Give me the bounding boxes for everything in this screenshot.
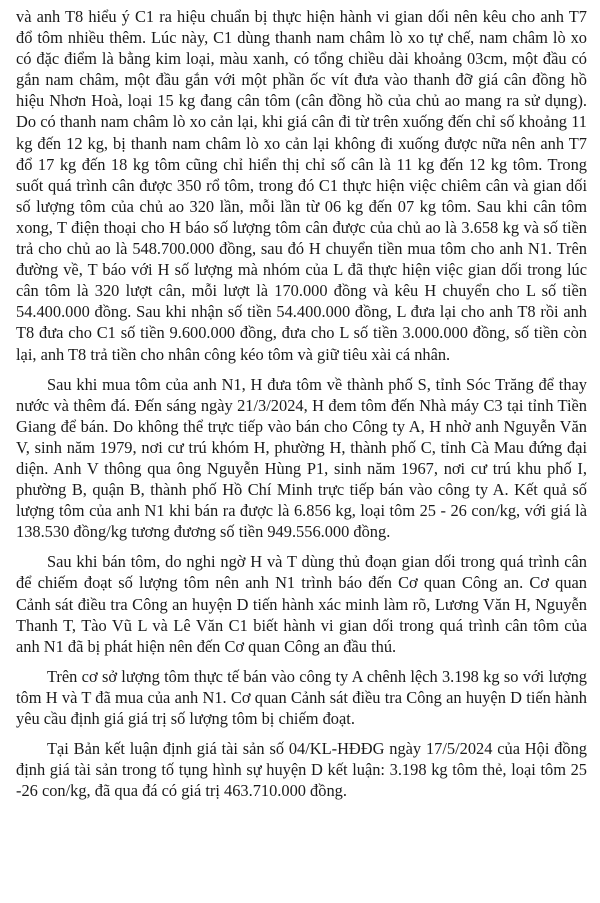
paragraph-scale-fraud: và anh T8 hiểu ý C1 ra hiệu chuẩn bị thực hiện hành vi gian dối nên kêu cho anh T7 đổ tôm nhiều thêm. Lúc này, C1 dùng thanh nam châm lò xo tự chế, nam châm lò xo có đặc điểm là bằng kim loại, màu xanh, có tổng chiều dài khoảng 03cm, một đầu có gắn nam châm, một đầu gắn với một phần ốc vít đưa vào thanh đỡ giá cân đồng hồ hiệu Nhơn Hoà, loại 15 kg đang cân tôm (cân đồng hồ của chủ ao mang ra sử dụng). Do có thanh nam châm lò xo cản lại, khi giá cân đi từ trên xuống đến chỉ số khoảng 11 kg đến 12 kg, bị thanh nam châm lò xo cản lại không đi xuống được nữa nên anh T7 đổ 17 kg đến 18 kg tôm cũng chỉ hiển thị chỉ số cân là 11 kg đến 12 kg tôm. Trong suốt quá trình cân được 350 rổ tôm, trong đó C1 thực hiện việc chiêm cân và gian dối số lượng tôm của chủ ao 320 lần, mỗi lần từ 06 kg đến 07 kg tôm. Sau khi cân tôm xong, T điện thoại cho H báo số lượng tôm cân được của chủ ao là 3.658 kg và số tiền trả cho chủ ao là 548.700.000 đồng, sau đó H chuyển tiền mua tôm cho anh N1. Trên đường về, T báo với H số lượng mà nhóm của L đã thực hiện việc gian dối trong lúc cân tôm là 320 lượt cân, mỗi lượt là 170.000 đồng và kêu H chuyển cho L số tiền 54.400.000 đồng. Sau khi nhận số tiền 54.400.000 đồng, L đưa lại cho anh T8 rồi anh T8 đưa cho C1 số tiền 9.600.000 đồng, đưa cho L số tiền 3.000.000 đồng, số tiền còn lại, anh T8 trả tiền cho nhân công kéo tôm và giữ tiêu xài cá nhân. [16, 7, 587, 364]
document-body [16, 6, 587, 810]
paragraph-police-report: Sau khi bán tôm, do nghi ngờ H và T dùng thủ đoạn gian dối trong quá trình cân để chiếm đoạt số lượng tôm nên anh N1 trình báo đến Cơ quan Công an. Cơ quan Cảnh sát điều tra Công an huyện D tiến hành xác minh làm rõ, Lương Văn H, Nguyễn Thanh T, Tào Vũ L và Lê Văn C1 biết hành vi gian dối trong quá trình cân tôm của anh N1 đã bị phát hiện nên đến Cơ quan Công an đầu thú. [16, 552, 587, 656]
paragraph-shrimp-sale: Sau khi mua tôm của anh N1, H đưa tôm về thành phố S, tỉnh Sóc Trăng để thay nước và thêm đá. Đến sáng ngày 21/3/2024, H đem tôm đến Nhà máy C3 tại tỉnh Tiền Giang để bán. Do không thể trực tiếp vào bán cho Công ty A, H nhờ anh Nguyễn Văn V, sinh năm 1979, nơi cư trú khóm H, phường H, thành phố C, tỉnh Cà Mau đứng đại diện. Anh V thông qua ông Nguyễn Hùng P1, sinh năm 1967, nơi cư trú khu phố I, phường B, quận B, thành phố Hồ Chí Minh trực tiếp bán vào công ty A. Kết quả số lượng tôm của anh N1 khi bán ra được là 6.856 kg, loại tôm 25 - 26 con/kg, với giá là 138.530 đồng/kg tương đương số tiền 949.556.000 đồng. [16, 374, 587, 542]
paragraph-weight-difference: Trên cơ sở lượng tôm thực tế bán vào công ty A chênh lệch 3.198 kg so với lượng tôm H và T đã mua của anh N1. Cơ quan Cảnh sát điều tra Công an huyện D tiến hành yêu cầu định giá giá trị số lượng tôm bị chiếm đoạt. [16, 666, 587, 728]
paragraph-valuation-conclusion: Tại Bản kết luận định giá tài sản số 04/KL-HĐĐG ngày 17/5/2024 của Hội đồng định giá tài sản trong tố tụng hình sự huyện D kết luận: 3.198 kg tôm thẻ, loại tôm 25 -26 con/kg, đã qua đá có giá trị 463.710.000 đồng. [16, 739, 587, 801]
